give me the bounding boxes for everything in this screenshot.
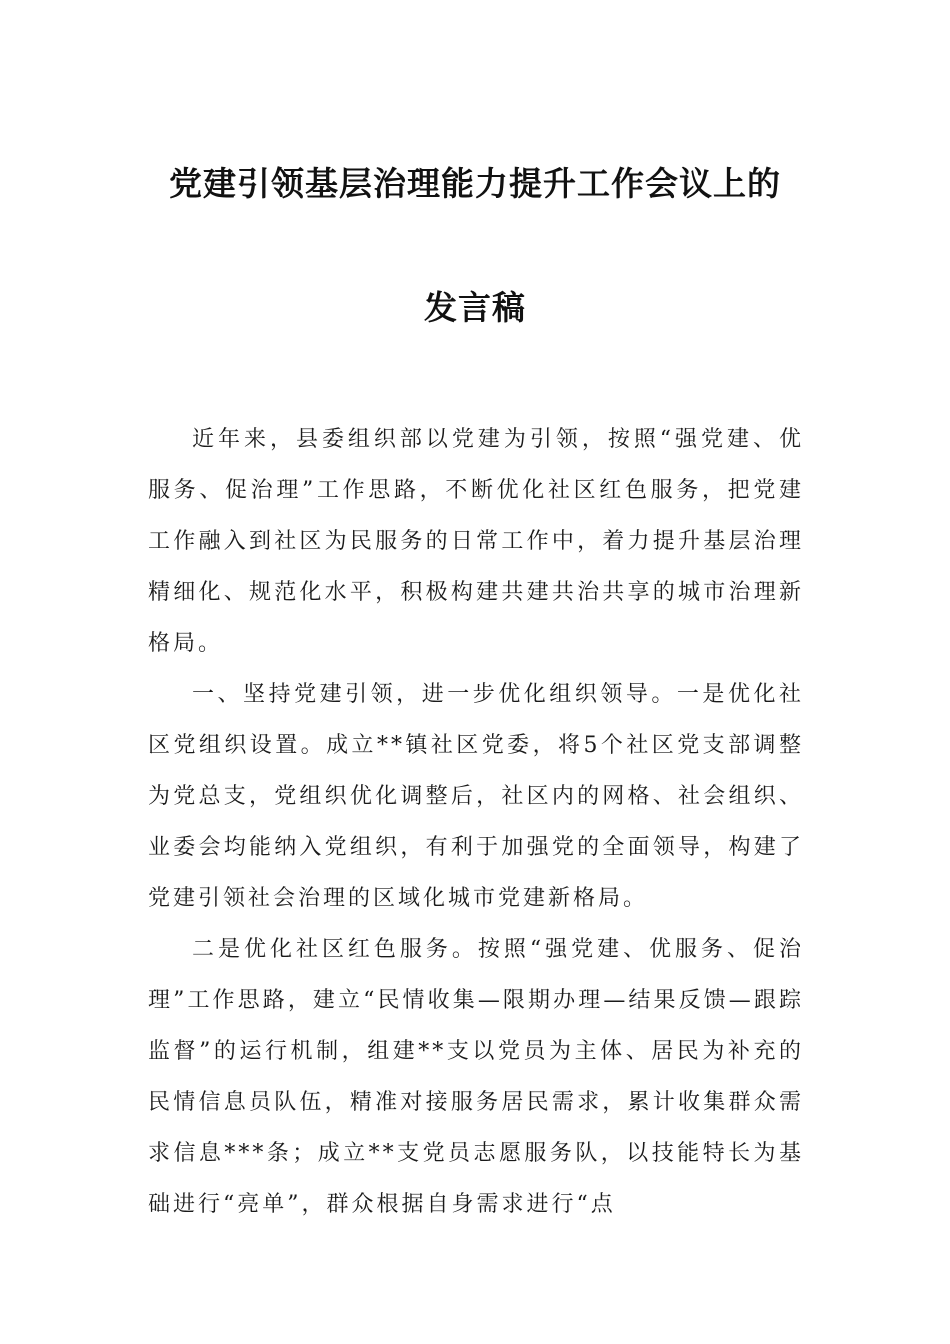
paragraph-section-two: 二是优化社区红色服务。按照“强党建、优服务、促治理”工作思路，建立“民情收集—限期办理—结果反馈—跟踪监督”的运行机制，组建**支以党员为主体、居民为补充的民情信息员队伍，精准对接服务居民需求，累计收集群众需求信息***条；成立**支党员志愿服务队，以技能特长为基础进行“亮单”，群众根据自身需求进行“点 <box>148 937 804 1217</box>
document-title-line-2: 发言稿 <box>424 288 526 327</box>
paragraph-section-one: 一、坚持党建引领，进一步优化组织领导。一是优化社区党组织设置。成立**镇社区党委，将5个社区党支部调整为党总支，党组织优化调整后，社区内的网格、社会组织、业委会均能纳入党组织，有利于加强党的全面领导，构建了党建引领社会治理的区域化城市党建新格局。 <box>148 682 804 911</box>
paragraph-intro: 近年来，县委组织部以党建为引领，按照“强党建、优服务、促治理”工作思路，不断优化社区红色服务，把党建工作融入到社区为民服务的日常工作中，着力提升基层治理精细化、规范化水平，积极构建共建共治共享的城市治理新格局。 <box>148 427 804 656</box>
document-body <box>148 414 804 1230</box>
document-title-line-1: 党建引领基层治理能力提升工作会议上的 <box>169 164 781 203</box>
